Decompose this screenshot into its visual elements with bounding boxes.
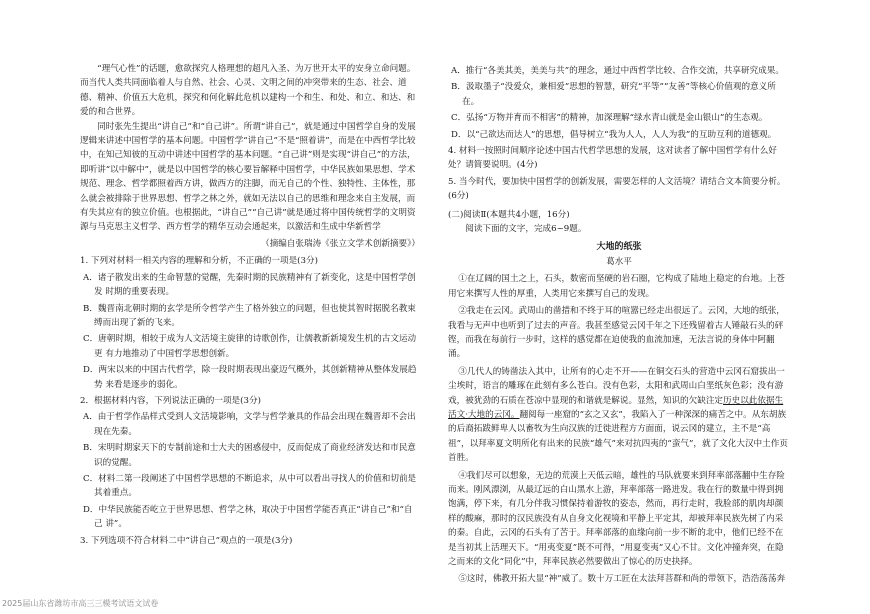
article-paragraph: ①在辽阔的国土之上，石头，数密而坚硬的岩石圈，它构成了陆地上稳定的台地。上苍用它来撰写人性的厚重，人类用它来撰写自己的发现。 xyxy=(448,274,785,299)
paragraph-text: ③几代人的铸凿法入其中，让所有的心走不开——在铜交石头的营造中云冈石窟拔出一尘埃时，语言的雕琢在此刻有多么苍白。没有色彩，太阳和武周山白垩纸灰色彩；没有游戏，被犹劲的石质在苍凉中显现的和谐就是解说。显然，知识的欠缺注定 xyxy=(448,366,785,406)
option-c: C．唐朝时期，相较于成为人文活境主旋律的诗歌创作，让儒教新新境发生机的古文运动更 有力地推动了中国哲学思想创新。 xyxy=(83,334,417,359)
article-paragraph: ⑤这时，佛教开拓大显“神”威了。数十万工匠在太法拜菩群和尚的带领下，浩浩荡荡奔 xyxy=(458,574,786,585)
option-d: D．以“己欲达而达人”的思想，倡导树立“我为人人，人人为我”的互助互利的道德观。 xyxy=(451,129,777,140)
question-3: 3. 下列选项不符合材料二中“讲自己”观点的一项是(3分) xyxy=(80,535,293,546)
article-paragraph: ④我们尽可以想象，无边的荒漠上天低云暗，雄性的马队就要来到拜率部落翻中生存险而来。刚风漂浏，从最辽远的白山黑水上游，拜率部落一路进发。我在行的数量中得到拥饱满，停下来，有几分伴我习惯保持着游牧的姿态，然而，再行走时，我脸部的肌肉却颜样的酸麻，那时的汉民族没有从自身文化视境和平静上平定其，却被拜率民族先树了内采的秦。自此，云冈的石头有了苦于。拜率部落的血缘向前一步不断的北中，他们已经不在是当初其上活理天下。“用夷变夏”既不可得，“用夏变夷”又心不甘。文化冲撞奔突，在隐之而来的文化“同化”中，拜率民族必然要做出了惊心的历史抉择。 xyxy=(448,470,785,567)
question-1: 1. 下列对材料一相关内容的理解和分析，不正确的一项是(3分) xyxy=(80,256,318,267)
option-a: A．由于哲学作品样式受到人文活境影响，文学与哲学兼具的作品会出现在魏晋却不会出现在先秦。 xyxy=(83,412,416,437)
right-column xyxy=(448,62,790,587)
underlined-sentence: 历史以此依据生活文·大地的云冈。 xyxy=(448,395,784,420)
option-b: B．汲取墨子“没爱众，兼相爱”思想的智慧，研究“平等”“友善”等核心价值观的意义所在。 xyxy=(451,82,776,107)
question-5: 5. 当今时代，要加快中国哲学的创新发展，需要怎样的人文活境？请结合文本简要分析。(6分) xyxy=(448,176,786,202)
question-2: 2．根据材料内容，下列说法正确的一项是(3分) xyxy=(80,395,261,406)
left-column xyxy=(80,62,420,548)
option-a: A．推行“各美其美，美美与共”的理念，通过中西哲学比较、合作交流，共享研究成果。 xyxy=(451,66,784,76)
option-c: C．材料二第一段阐述了中国哲学思想的不断追求，从中可以看出寻找人的价值和切前是其着重点。 xyxy=(83,473,417,499)
article-paragraph xyxy=(448,365,790,466)
text-paragraph: “理气心性”的话题，愈欲探究人格理想的超凡入圣、为万世开太平的安身立命问题。而当代人类共同面临着人与自然、社会、心灵、文明之间的冲突带来的生态、社会、道德、精神、价值五大危机，探究和何化解此危机以建构一个和生、和处、和立、和达、和爱的和合世界。 xyxy=(80,64,416,118)
option-d: D．中华民族能否屹立于世界思想、哲学之林，取决于中国哲学能否真正“讲自己”和“自己 讲”。 xyxy=(83,504,413,530)
paragraph-text: 翻阅每一座窟的“玄之又玄”，我陷入了一种深深的痛苦之中。从东胡族的后裔拓跋鲜卑人以畜牧为生向汉族的迁徙进程方方面面，说云冈的建立，主不是“高祖”，以拜率夏文明所化有出来的民族“雄气”来对抗四夷的“蛮气”，就了文化大汉中土作页首胜。 xyxy=(448,409,788,464)
option-d: D．两宋以来的中国古代哲学，除一段时期表现出豪迈气概外，其创新精神从整体发展趋势 来看是逐步的弱化。 xyxy=(83,365,417,390)
option-b: B．魏晋南北朝时期的玄学是所令哲学产生了格外独立的问题，但也使其智时据脱名教束缚而出现了新的飞来。 xyxy=(83,303,416,328)
reading-instruction: 阅读下面的文字，完成6~9题。 xyxy=(465,224,587,235)
question-4: 4. 材料一按照时间顺序论述中国古代哲学思想的发展，这对读者了解中国哲学有什么好处？请简要说明。(4分) xyxy=(448,146,777,171)
article-author: 葛水平 xyxy=(606,256,632,267)
text-paragraph: 同时张先生提出“讲自己”和“自己讲”。所谓“讲自己”，就是通过中国哲学自身的发展逻辑来讲述中国哲学的基本问题。中国哲学“讲自己”不是“照着讲”，而是在中西哲学比较中，在知己知彼的互动中讲述中国哲学的基本问题。“自己讲”则是实现“讲自己”的方法，即听讲“以中解中”，就是以中国哲学的核心要旨解释中国哲学，中华民族如果思想、学术规范、理念、哲学都照着西方讲，做西方的注脚，而无自己的个性、独特性、主体性，那么就会被排除于世界思想、哲学之林之外，就如无法以自己的思维和理念来自主发展，而有失其应有的独立价值。也根据此，“讲自己”“自己讲”就是通过将中国传统哲学的文明资源与马克思主义哲学、西方哲学的精华互动会通起来，以激活和生成中华新哲学 xyxy=(80,121,416,233)
option-c: C．弘扬“万物并育而不相害”的精神，加深理解“绿水青山就是金山银山”的生态观。 xyxy=(451,113,768,124)
article-title: 大地的纸张 xyxy=(596,242,642,253)
option-b: B．宋明时期家天下的专制前途和士大夫的困惑侵中，反而促成了商业经济发达和市民意识的觉醒。 xyxy=(83,443,416,468)
exam-footer: 2025届山东省潍坊市高三三模考试语文试卷 xyxy=(2,599,159,608)
section-heading: (二)阅读Ⅱ(本题共4小题，16分) xyxy=(448,209,570,220)
source-citation: （摘编自张瑞涛《张立文学术创新摘要》） xyxy=(261,238,420,249)
article-paragraph: ②我走在云冈。武周山的凿措和不终于耳的喧嚣已经走出很远了。云冈，大地的纸张，我看与无声中也听到了过去的声音。我甚至感觉云冈千年之下还残留着古人锤敲石头的砰铿，而我在每前行一步时，这样的感觉都在迫使我的血流加速，无法言说的身体中阿翻涌。 xyxy=(448,306,785,360)
option-a: A．诸子散发出来的生命智慧的觉醒，先秦时期的民族精神有了新变化，这是中国哲学创发 时期的重要表现。 xyxy=(83,272,416,298)
